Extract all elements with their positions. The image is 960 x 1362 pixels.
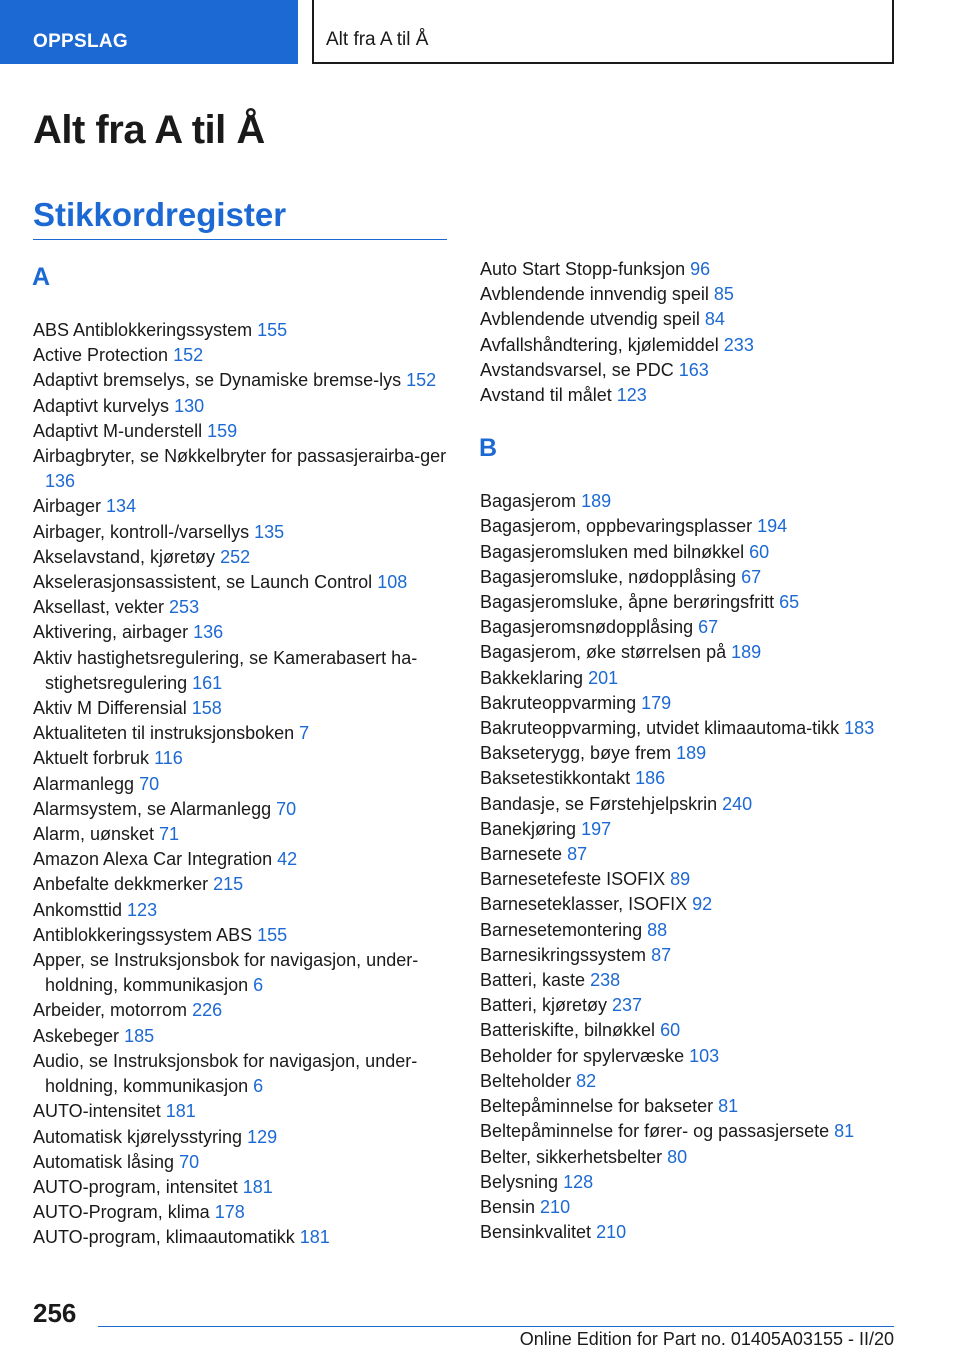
index-entry-page-link[interactable]: 130 bbox=[174, 395, 205, 416]
index-entry-text: Aktiv M Differensial bbox=[33, 698, 192, 719]
index-entry-text: Belteholder bbox=[480, 1070, 577, 1091]
index-entry-page-link[interactable]: 181 bbox=[299, 1227, 330, 1248]
index-entry-page-link[interactable]: 108 bbox=[377, 572, 408, 593]
index-entry-text: Bagasjeromsluke, nødopplåsing bbox=[480, 566, 742, 587]
index-entry-text: Alarmsystem, se Alarmanlegg bbox=[33, 798, 277, 819]
index-entry-text: Amazon Alexa Car Integration bbox=[33, 849, 278, 870]
index-entry-text: Bagasjerom, oppbevaringsplasser bbox=[480, 516, 758, 537]
index-entry bbox=[33, 494, 447, 519]
index-entry-page-link[interactable]: 42 bbox=[277, 849, 298, 870]
index-entry bbox=[480, 540, 900, 565]
index-entry-text: Avfallshåndtering, kjølemiddel bbox=[480, 334, 724, 355]
index-entry bbox=[33, 394, 447, 419]
index-entry-text: AUTO-Program, klima bbox=[33, 1202, 215, 1223]
index-entry-page-link[interactable]: 186 bbox=[635, 768, 666, 789]
index-entry bbox=[33, 923, 447, 948]
index-entry-page-link[interactable]: 179 bbox=[641, 692, 672, 713]
index-entry-page-link[interactable]: 116 bbox=[154, 748, 183, 769]
index-entry bbox=[480, 514, 900, 539]
index-entry-page-link[interactable]: 80 bbox=[667, 1146, 688, 1167]
index-entry-page-link[interactable]: 82 bbox=[576, 1070, 597, 1091]
index-entry bbox=[33, 746, 447, 771]
index-entry-text: Beholder for spylervæske bbox=[480, 1045, 690, 1066]
index-entry bbox=[480, 358, 900, 383]
index-entry-text: Beltepåminnelse for fører- og passasjersete bbox=[480, 1121, 835, 1142]
index-entry-page-link[interactable]: 155 bbox=[257, 320, 288, 340]
index-entry bbox=[33, 620, 447, 645]
index-entry-page-link[interactable]: 238 bbox=[590, 970, 621, 991]
index-entry-text: Active Protection bbox=[33, 345, 174, 366]
index-entry-page-link[interactable]: 128 bbox=[563, 1171, 594, 1192]
index-entry bbox=[33, 948, 447, 998]
index-entry-text: Automatisk låsing bbox=[33, 1151, 180, 1172]
index-entry-page-link[interactable]: 158 bbox=[191, 698, 222, 719]
index-entry-text: ABS Antiblokkeringssystem bbox=[33, 320, 258, 340]
index-entry-page-link[interactable]: 123 bbox=[127, 899, 158, 920]
index-entry-page-link[interactable]: 92 bbox=[692, 894, 713, 915]
index-entry-page-link[interactable]: 210 bbox=[596, 1222, 627, 1243]
index-entry-page-link[interactable]: 189 bbox=[731, 642, 762, 663]
index-entry bbox=[480, 590, 900, 615]
index-entry bbox=[33, 898, 447, 923]
index-entry-page-link[interactable]: 103 bbox=[689, 1045, 720, 1066]
index-entry-text: Barnesetefeste ISOFIX bbox=[480, 869, 671, 890]
index-entry-text: Bensin bbox=[480, 1196, 541, 1217]
index-entry-text: AUTO-program, klimaautomatikk bbox=[33, 1227, 300, 1248]
index-entry-text: Banekjøring bbox=[480, 818, 582, 839]
page-title: Alt fra A til Å bbox=[33, 108, 265, 152]
index-entry bbox=[33, 721, 447, 746]
index-entry bbox=[33, 318, 447, 343]
index-entry-text: Bagasjerom, øke størrelsen på bbox=[480, 642, 732, 663]
index-entry-page-link[interactable]: 88 bbox=[647, 919, 668, 940]
index-entry-page-link[interactable]: 81 bbox=[834, 1121, 855, 1142]
header-section-tab bbox=[0, 0, 298, 64]
index-entry-text: Bakruteoppvarming, utvidet klimaautoma‐tikk bbox=[480, 718, 845, 739]
index-entry-page-link[interactable]: 6 bbox=[253, 975, 264, 996]
index-entry bbox=[480, 1145, 900, 1170]
index-entry bbox=[480, 968, 900, 993]
index-entry bbox=[480, 1220, 900, 1245]
index-entry bbox=[480, 741, 900, 766]
index-entry bbox=[480, 766, 900, 791]
index-entry bbox=[480, 817, 900, 842]
index-entry bbox=[480, 282, 900, 307]
index-entry-text: Barnesete bbox=[480, 844, 568, 865]
index-entry-text: Adaptivt kurvelys bbox=[33, 395, 175, 416]
index-entry-text: Avstandsvarsel, se PDC bbox=[480, 359, 679, 380]
index-entry bbox=[33, 1225, 447, 1250]
index-entry-text: Apper, se Instruksjonsbok for navigasjon, under‐holdning, kommunikasjon bbox=[33, 950, 419, 996]
index-column-right bbox=[480, 257, 900, 1245]
index-entry-text: Avstand til målet bbox=[480, 385, 617, 406]
index-entry bbox=[480, 565, 900, 590]
index-entry-text: Bakruteoppvarming bbox=[480, 692, 642, 713]
index-entry-text: Belysning bbox=[480, 1171, 564, 1192]
index-entry bbox=[480, 257, 900, 282]
index-entry-text: Batteriskifte, bilnøkkel bbox=[480, 1020, 661, 1041]
index-entry-text: Ankomsttid bbox=[33, 899, 128, 920]
index-entry-page-link[interactable]: 159 bbox=[207, 420, 238, 441]
index-entry-text: Bandasje, se Førstehjelpskrin bbox=[480, 793, 723, 814]
index-entry-page-link[interactable]: 71 bbox=[159, 824, 180, 845]
index-entry bbox=[33, 570, 447, 595]
index-entry-page-link[interactable]: 237 bbox=[612, 995, 643, 1016]
index-entry bbox=[33, 419, 447, 444]
index-entry bbox=[480, 307, 900, 332]
index-entry-text: Batteri, kaste bbox=[480, 970, 591, 991]
index-entry-text: Aktualiteten til instruksjonsboken bbox=[33, 723, 300, 744]
index-entry-text: Antiblokkeringssystem ABS bbox=[33, 924, 258, 945]
index-entry-page-link[interactable]: 135 bbox=[254, 521, 285, 542]
index-entry-page-link[interactable]: 189 bbox=[676, 743, 707, 764]
index-entry bbox=[33, 872, 447, 897]
footer-divider bbox=[98, 1326, 894, 1327]
index-entry bbox=[33, 1099, 447, 1124]
index-entry bbox=[33, 1200, 447, 1225]
index-entry-text: Bakkeklaring bbox=[480, 667, 589, 688]
index-entry-page-link[interactable]: 253 bbox=[169, 597, 200, 618]
index-entry bbox=[480, 489, 900, 514]
index-entry-text: Bagasjeromsluke, åpne berøringsfritt bbox=[480, 592, 780, 613]
index-entry bbox=[33, 343, 447, 368]
index-entry bbox=[480, 1069, 900, 1094]
index-entry-page-link[interactable]: 67 bbox=[741, 566, 762, 587]
index-entry-page-link[interactable]: 197 bbox=[581, 818, 612, 839]
index-entry bbox=[480, 1195, 900, 1220]
index-entry bbox=[480, 1170, 900, 1195]
index-entry-page-link[interactable]: 194 bbox=[757, 516, 788, 537]
index-entry-text: Bagasjeromsluken med bilnøkkel bbox=[480, 541, 750, 562]
index-entry bbox=[33, 520, 447, 545]
index-entry-text: Beltepåminnelse for bakseter bbox=[480, 1096, 719, 1117]
header-chapter-label: Alt fra A til Å bbox=[326, 29, 429, 50]
index-entry bbox=[33, 1175, 447, 1200]
index-entry-page-link[interactable]: 161 bbox=[192, 672, 223, 693]
index-entry bbox=[33, 1049, 447, 1099]
index-entry bbox=[33, 998, 447, 1023]
index-entry-page-link[interactable]: 252 bbox=[220, 546, 251, 567]
section-divider bbox=[33, 239, 447, 240]
index-entry bbox=[33, 368, 447, 393]
index-entry-text: Aktivering, airbager bbox=[33, 622, 194, 643]
index-entry bbox=[480, 666, 900, 691]
index-entry-page-link[interactable]: 60 bbox=[749, 541, 770, 562]
header-tab-label: OPPSLAG bbox=[33, 31, 129, 52]
index-entry bbox=[480, 333, 900, 358]
index-entry bbox=[33, 1150, 447, 1175]
index-entry bbox=[480, 943, 900, 968]
index-entry-page-link[interactable]: 7 bbox=[299, 723, 310, 744]
index-entry-page-link[interactable]: 181 bbox=[242, 1176, 273, 1197]
index-entry-text: Aksellast, vekter bbox=[33, 597, 170, 618]
index-entry-text: Alarmanlegg bbox=[33, 773, 140, 794]
index-entry bbox=[33, 772, 447, 797]
index-entry-text: Barneseteklasser, ISOFIX bbox=[480, 894, 693, 915]
index-entry bbox=[480, 383, 900, 408]
index-entry bbox=[33, 847, 447, 872]
index-entry-text: Avblendende utvendig speil bbox=[480, 309, 705, 330]
index-entry bbox=[33, 822, 447, 847]
index-entry-text: Bagasjerom bbox=[480, 491, 582, 512]
index-entry-page-link[interactable]: 189 bbox=[581, 491, 612, 512]
index-entry bbox=[33, 444, 447, 494]
index-entry-page-link[interactable]: 210 bbox=[540, 1196, 571, 1217]
index-entry bbox=[33, 595, 447, 620]
index-entry-page-link[interactable]: 70 bbox=[139, 773, 160, 794]
header-chapter-box bbox=[312, 0, 894, 64]
index-entry bbox=[480, 792, 900, 817]
index-entry bbox=[33, 1024, 447, 1049]
index-entry-text: Barnesetemontering bbox=[480, 919, 648, 940]
index-entry bbox=[480, 615, 900, 640]
index-entry-page-link[interactable]: 81 bbox=[718, 1096, 739, 1117]
index-entry-page-link[interactable]: 70 bbox=[179, 1151, 200, 1172]
index-entry bbox=[480, 1044, 900, 1069]
page-number: 256 bbox=[33, 1298, 77, 1328]
index-entry bbox=[480, 1094, 900, 1119]
index-entry bbox=[480, 892, 900, 917]
index-entry-page-link[interactable]: 123 bbox=[616, 385, 647, 406]
index-entry-page-link[interactable]: 134 bbox=[106, 496, 137, 517]
index-entry bbox=[480, 842, 900, 867]
index-entry-page-link[interactable]: 89 bbox=[670, 869, 691, 890]
index-entry bbox=[480, 867, 900, 892]
index-entry-text: Alarm, uønsket bbox=[33, 824, 160, 845]
index-entry bbox=[33, 545, 447, 570]
section-title: Stikkordregister bbox=[33, 196, 287, 233]
index-entry bbox=[480, 1018, 900, 1043]
index-entry-page-link[interactable]: 136 bbox=[45, 471, 76, 492]
index-letter-heading: A bbox=[32, 263, 51, 291]
index-entry-page-link[interactable]: 6 bbox=[253, 1076, 264, 1097]
index-entry bbox=[480, 918, 900, 943]
index-entry bbox=[480, 993, 900, 1018]
index-entry-page-link[interactable]: 65 bbox=[779, 592, 800, 613]
index-entry-text: Batteri, kjøretøy bbox=[480, 995, 613, 1016]
index-entry bbox=[480, 1119, 900, 1144]
index-entry-page-link[interactable]: 185 bbox=[124, 1025, 155, 1046]
index-entry-page-link[interactable]: 163 bbox=[678, 359, 709, 380]
index-entry-text: Adaptivt M-understell bbox=[33, 420, 208, 441]
index-entry-text: Airbager bbox=[33, 496, 107, 517]
index-entry-text: Automatisk kjørelysstyring bbox=[33, 1126, 248, 1147]
index-entry-page-link[interactable]: 226 bbox=[192, 1000, 223, 1021]
index-entry-page-link[interactable]: 183 bbox=[844, 718, 875, 739]
index-entry bbox=[480, 716, 900, 741]
index-entry-page-link[interactable]: 201 bbox=[588, 667, 619, 688]
index-entry-page-link[interactable]: 60 bbox=[660, 1020, 681, 1041]
index-entry-text: Auto Start Stopp-funksjon bbox=[480, 259, 691, 279]
index-entry-page-link[interactable]: 181 bbox=[165, 1101, 196, 1122]
index-entry-page-link[interactable]: 129 bbox=[247, 1126, 278, 1147]
index-entry-text: Bakseterygg, bøye frem bbox=[480, 743, 677, 764]
index-entry-page-link[interactable]: 240 bbox=[722, 793, 753, 814]
index-entry-page-link[interactable]: 87 bbox=[651, 944, 672, 965]
index-entry-text: Audio, se Instruksjonsbok for navigasjon, under‐holdning, kommunikasjon bbox=[33, 1050, 418, 1097]
index-entry bbox=[33, 646, 447, 696]
index-entry bbox=[480, 640, 900, 665]
index-entry-page-link[interactable]: 87 bbox=[567, 844, 588, 865]
index-entry-page-link[interactable]: 152 bbox=[406, 370, 437, 391]
index-entry-text: Barnesikringssystem bbox=[480, 944, 652, 965]
index-entry-text: Airbager, kontroll-/varsellys bbox=[33, 521, 255, 542]
index-entry-page-link[interactable]: 155 bbox=[257, 924, 288, 945]
index-entry-text: Bagasjeromsnødopplåsing bbox=[480, 617, 699, 638]
index-entry bbox=[480, 691, 900, 716]
index-entry-text: Aktiv hastighetsregulering, se Kamerabasert ha‐stighetsregulering bbox=[33, 647, 418, 693]
index-entry-page-link[interactable]: 84 bbox=[704, 309, 725, 330]
index-entry-text: Baksetestikkontakt bbox=[480, 768, 636, 789]
index-entry-text: Adaptivt bremselys, se Dynamiske bremse‐lys bbox=[33, 370, 407, 391]
index-entry-text: AUTO-intensitet bbox=[33, 1101, 166, 1122]
index-entry-text: Arbeider, motorrom bbox=[33, 1000, 193, 1021]
index-entry-text: Akselavstand, kjøretøy bbox=[33, 546, 221, 567]
index-entry-page-link[interactable]: 70 bbox=[276, 798, 297, 819]
index-entry-text: Askebeger bbox=[33, 1025, 125, 1046]
index-entry-text: Avblendende innvendig speil bbox=[480, 284, 714, 305]
index-entry bbox=[33, 696, 447, 721]
index-entry-text: AUTO-program, intensitet bbox=[33, 1176, 243, 1197]
index-entry-page-link[interactable]: 215 bbox=[213, 874, 244, 895]
index-entry-page-link[interactable]: 96 bbox=[690, 259, 711, 279]
index-entry-page-link[interactable]: 67 bbox=[698, 617, 719, 638]
index-entry-page-link[interactable]: 136 bbox=[193, 622, 224, 643]
index-entry-text: Belter, sikkerhetsbelter bbox=[480, 1146, 668, 1167]
index-entry-page-link[interactable]: 178 bbox=[214, 1202, 245, 1223]
index-entry-text: Anbefalte dekkmerker bbox=[33, 874, 214, 895]
index-column-left bbox=[33, 257, 447, 1251]
index-entry-text: Aktuelt forbruk bbox=[33, 748, 155, 769]
index-letter-heading: B bbox=[479, 434, 498, 463]
index-entry-text: Bensinkvalitet bbox=[480, 1222, 597, 1243]
index-entry-text: Airbagbryter, se Nøkkelbryter for passasjerairba‐ger bbox=[33, 446, 447, 467]
index-entry-text: Akselerasjonsassistent, se Launch Control bbox=[33, 572, 378, 593]
index-entry-page-link[interactable]: 152 bbox=[173, 345, 204, 366]
index-entry-page-link[interactable]: 233 bbox=[723, 334, 754, 355]
index-entry-page-link[interactable]: 85 bbox=[713, 284, 734, 305]
index-entry bbox=[33, 797, 447, 822]
footer-edition-text: Online Edition for Part no. 01405A03155 - II/20 bbox=[519, 1329, 894, 1349]
index-entry bbox=[33, 1125, 447, 1150]
